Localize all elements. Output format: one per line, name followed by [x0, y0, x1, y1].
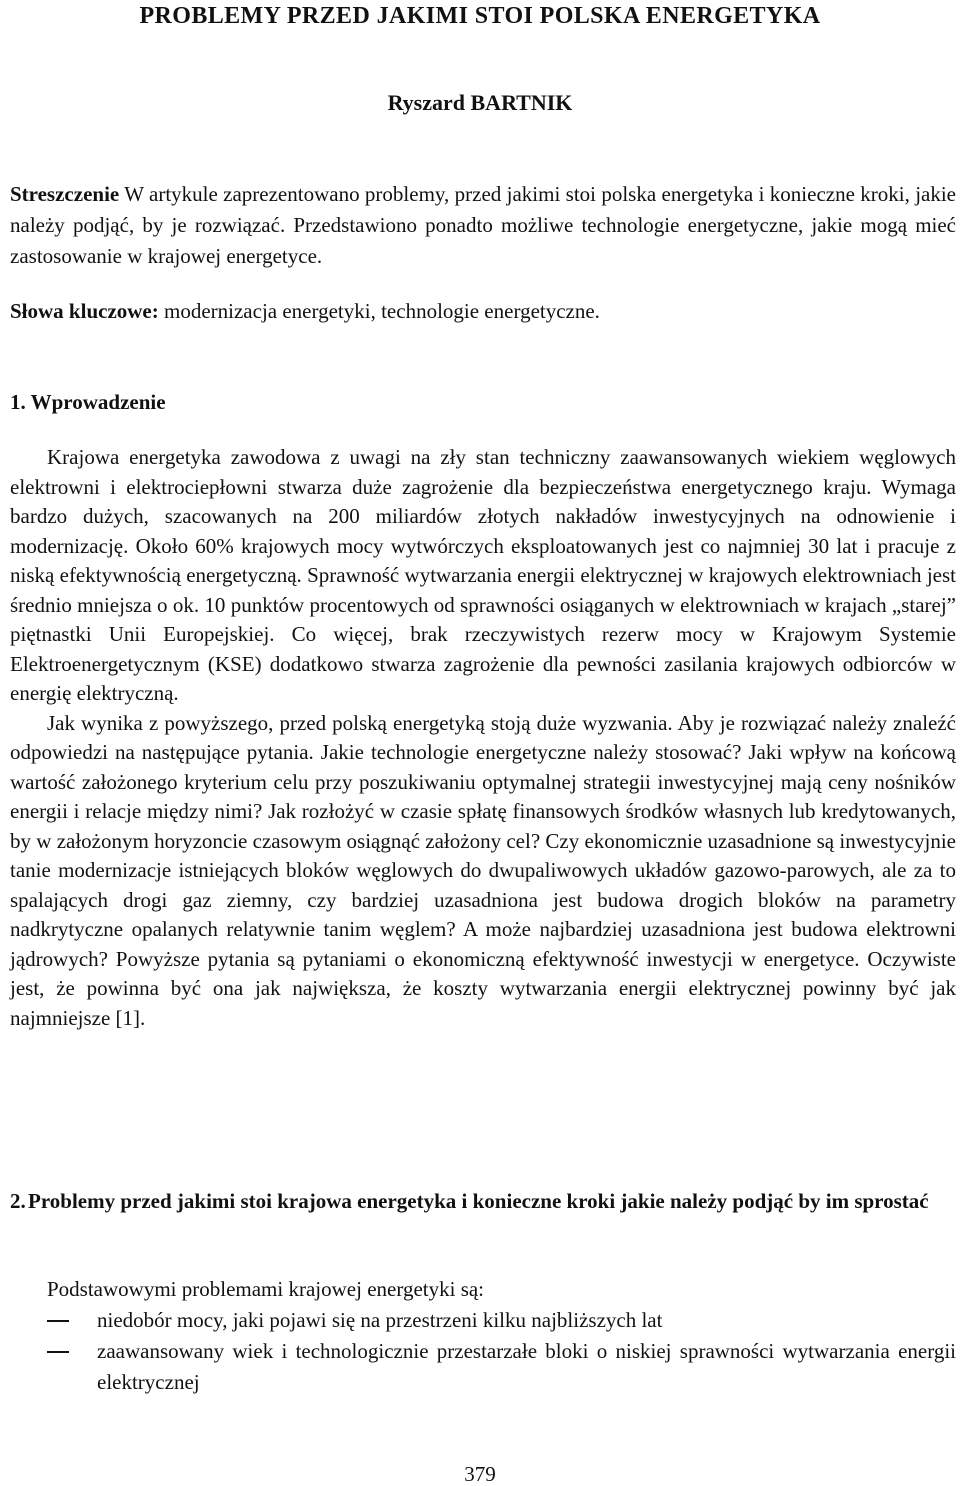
keywords-label: Słowa kluczowe: [10, 299, 159, 323]
abstract-label: Streszczenie [10, 182, 120, 206]
section-2-title: Problemy przed jakimi stoi krajowa energetyka i konieczne kroki jakie należy podjąć by im sprostać [28, 1189, 929, 1213]
section-1-body [10, 443, 956, 1033]
abstract-text: W artykule zaprezentowano problemy, przed jakimi stoi polska energetyka i konieczne kroki, jakie należy podjąć, by je rozwiązać. Przedstawiono ponadto możliwe technologie energetyczne, jakie mogą mieć zastosowanie w krajowej energetyce. [10, 182, 956, 268]
keywords [10, 296, 956, 327]
dash-bullet [47, 1351, 69, 1353]
author-name: Ryszard BARTNIK [387, 90, 573, 115]
section-2-heading [10, 1186, 956, 1217]
section-2-number: 2. [10, 1189, 26, 1213]
abstract [10, 179, 956, 272]
section-1-paragraph-2: Jak wynika z powyższego, przed polską energetyką stoją duże wyzwania. Aby je rozwiązać należy znaleźć odpowiedzi na następujące pytania. Jakie technologie energetyczne należy stosować? Jaki wpływ na końcową wartość założonego kryterium celu przy poszukiwaniu optymalnej strategii inwestycyjnej mają ceny nośników energii i relacje między nimi? Jak rozłożyć w czasie spłatę finansowych środków własnych lub kredytowanych, by w założonym horyzoncie czasowym osiągnąć założony cel? Czy ekonomicznie uzasadnione są inwestycyjnie tanie modernizacje istniejących bloków węglowych do dwupaliwowych układów gazowo-parowych, ale za to spalających drogi gaz ziemny, czy bardziej uzasadniona jest budowa drogich bloków na parametry nadkrytyczne opalanych relatywnie tanim węglem? A może najbardziej uzasadniona jest budowa elektrowni jądrowych? Powyższe pytania są pytaniami o ekonomiczną efektywność inwestycji w energetyce. Oczywiste jest, że powinna być ona jak największa, że koszty wytwarzania energii elektrycznej powinny być jak najmniejsze [1]. [10, 710, 956, 1030]
section-1-paragraph-1: Krajowa energetyka zawodowa z uwagi na zły stan techniczny zaawansowanych wiekiem węglowych elektrowni i elektrociepłowni stwarza duże zagrożenie dla bezpieczeństwa energetycznego kraju. Wymaga bardzo dużych, szacowanych na 200 miliardów złotych nakładów inwestycyjnych na odnowienie i modernizację. Około 60% krajowych mocy wytwórczych eksploatowanych jest co najmniej 30 lat i pracuje z niską efektywnością energetyczną. Sprawność wytwarzania energii elektrycznej w krajowych elektrowniach jest średnio mniejsza o ok. 10 punktów procentowych od sprawności osiąganych w elektrowniach w krajach „starej” piętnastki Unii Europejskiej. Co więcej, brak rzeczywistych rezerw mocy w Krajowym Systemie Elektroenergetycznym (KSE) dodatkowo stwarza zagrożenie dla pewności zasilania krajowych odbiorców w energię elektryczną. [10, 445, 956, 705]
paper-title: PROBLEMY PRZED JAKIMI STOI POLSKA ENERGETYKA [139, 3, 821, 29]
list-item [10, 1305, 956, 1336]
page-number: 379 [464, 1462, 496, 1486]
dash-bullet [47, 1320, 69, 1322]
problems-list [10, 1305, 956, 1398]
keywords-text: modernizacja energetyki, technologie energetyczne. [158, 299, 600, 323]
list-item-text: zaawansowany wiek i technologicznie przestarzałe bloki o niskiej sprawności wytwarzania energii elektrycznej [97, 1339, 956, 1394]
section-1-heading: 1. Wprowadzenie [10, 390, 166, 414]
list-item [10, 1336, 956, 1398]
list-item-text: niedobór mocy, jaki pojawi się na przestrzeni kilku najbliższych lat [97, 1308, 663, 1332]
section-2-intro: Podstawowymi problemami krajowej energetyki są: [47, 1277, 485, 1301]
